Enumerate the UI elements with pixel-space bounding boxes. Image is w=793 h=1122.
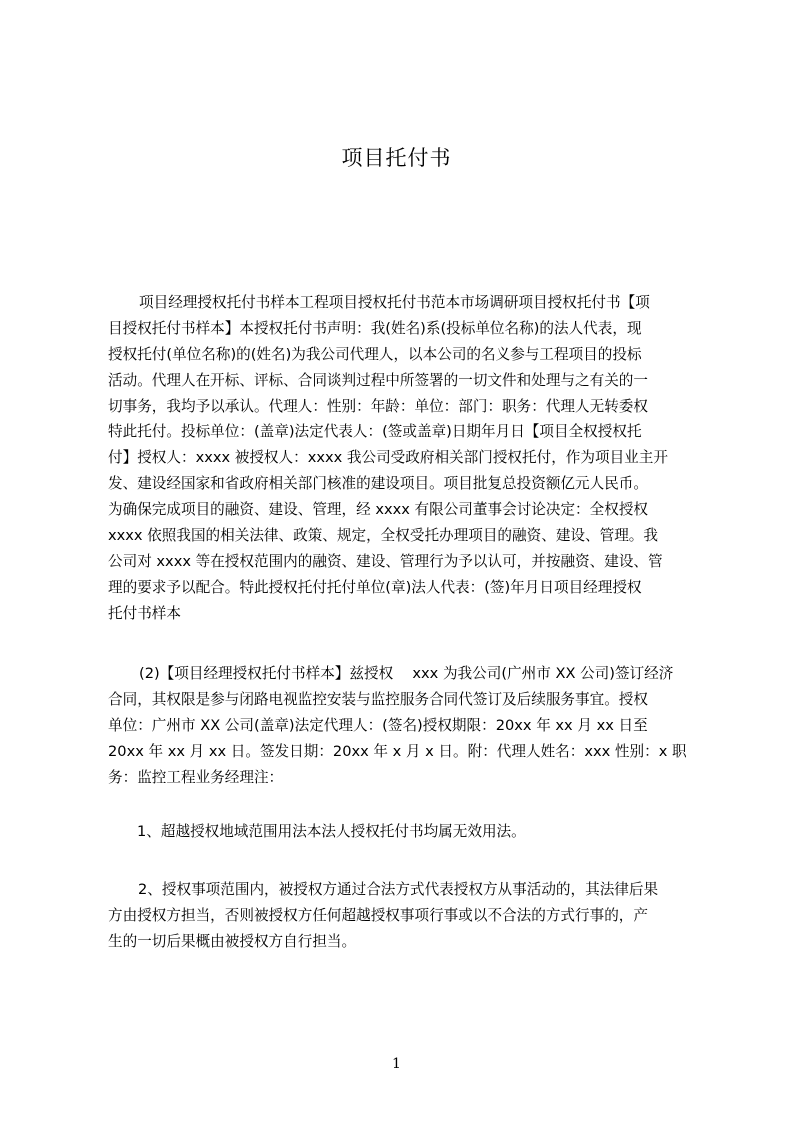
text-line: 公司对 xxxx 等在授权范围内的融资、建设、管理行为予以认可，并按融资、建设、管 (108, 552, 663, 570)
text-line: xxxx 依照我国的相关法律、政策、规定，全权受托办理项目的融资、建设、管理。我 (108, 527, 658, 545)
page-title: 项目托付书 (341, 146, 452, 170)
text-line: 务：监控工程业务经理注： (108, 768, 284, 786)
text-line: 发、建设经国家和省政府相关部门核准的建设项目。项目批复总投资额亿元人民币。 (108, 475, 648, 493)
text-line: 付】授权人：xxxx 被授权人：xxxx 我公司受政府相关部门授权托付，作为项目业主开 (108, 449, 668, 467)
paragraph-1 (108, 290, 698, 627)
text-line: 授权托付(单位名称)的(姓名)为我公司代理人，以本公司的名义参与工程项目的投标 (108, 345, 642, 363)
paragraph-4 (108, 877, 698, 955)
paragraph-3 (108, 819, 698, 845)
text-line: 单位：广州市 XX 公司(盖章)法定代理人：(签名)授权期限：20xx 年 xx 月 xx 日至 (108, 716, 648, 734)
text-line: (2)【项目经理授权托付书样本】兹授权 xxx 为我公司(广州市 XX 公司)签订经济 (139, 665, 674, 682)
text-line: 托付书样本 (108, 604, 181, 622)
text-line: 合同，其权限是参与闭路电视监控安装与监控服务合同代签订及后续服务事宜。授权 (108, 690, 648, 708)
text-line: 1、超越授权地域范围用法本法人授权托付书均属无效用法。 (137, 823, 526, 840)
paragraph-2 (108, 661, 698, 790)
text-line: 特此托付。投标单位：(盖章)法定代表人：(签或盖章)日期年月日【项目全权授权托 (108, 423, 642, 441)
text-line: 目授权托付书样本】本授权托付书声明：我(姓名)系(投标单位名称)的法人代表，现 (108, 319, 642, 337)
text-line: 理的要求予以配合。特此授权托付托付单位(章)法人代表：(签)年月日项目经理授权 (108, 578, 642, 596)
text-line: 切事务，我均予以承认。代理人：性别：年龄：单位：部门：职务：代理人无转委权 (108, 397, 648, 415)
text-line: 2、授权事项范围内，被授权方通过合法方式代表授权方从事活动的，其法律后果 (138, 881, 659, 898)
text-line: 为确保完成项目的融资、建设、管理，经 xxxx 有限公司董事会讨论决定：全权授权 (108, 501, 649, 519)
page-number: 1 (392, 1056, 401, 1072)
text-line: 方由授权方担当，否则被授权方任何超越授权事项行事或以不合法的方式行事的，产 (108, 906, 648, 924)
text-line: 活动。代理人在开标、评标、合同谈判过程中所签署的一切文件和处理与之有关的一 (108, 371, 648, 389)
text-line: 生的一切后果概由被授权方自行担当。 (108, 932, 357, 950)
text-line: 20xx 年 xx 月 xx 日。签发日期：20xx 年 x 月 x 日。附：代理人姓名：xxx 性别：x 职 (108, 742, 687, 760)
text-line: 项目经理授权托付书样本工程项目授权托付书范本市场调研项目授权托付书【项 (139, 294, 650, 311)
